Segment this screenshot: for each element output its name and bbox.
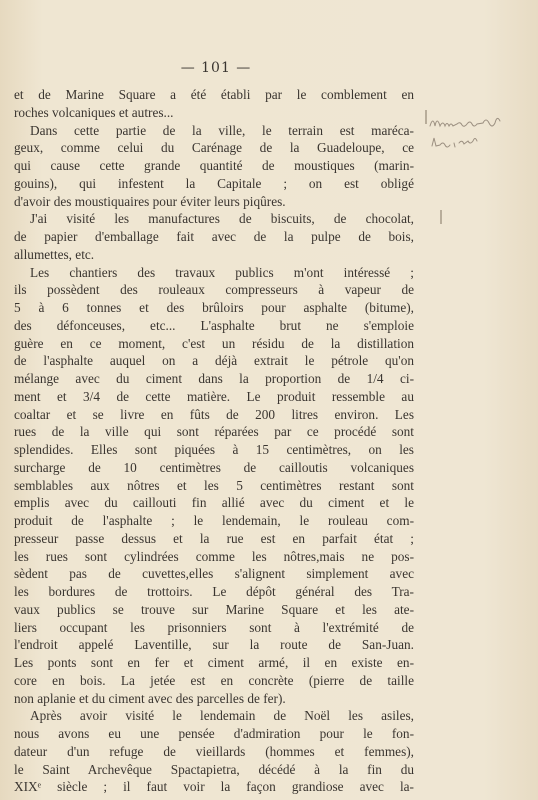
text-line: produit de l'asphalte ; le lendemain, le rouleau com- (14, 513, 414, 528)
text-line: allumettes, etc. (14, 246, 95, 262)
text-line: ils possèdent des rouleaux compresseurs à vapeur de (14, 282, 414, 298)
text-line: presseur passe dessus et la rue est en parfait état ; (14, 530, 414, 546)
text-line: les rues sont cylindrées comme les nôtres,mais ne pos- (14, 548, 414, 564)
text-line: des défonceuses, etc... L'asphalte brut ne s'emploie (14, 317, 414, 333)
text-line: vaux publics se trouve sur Marine Square et les ate- (14, 601, 414, 617)
text-line: les bordures de trottoirs. Le dépôt général des Tra- (14, 584, 414, 599)
text-line: surcharge de 10 centimètres de cailloutis volcaniques (14, 459, 414, 475)
handwriting-scribble (426, 112, 538, 172)
text-line: non aplanie et du ciment avec des parcelles de fer). (14, 690, 286, 706)
text-line: nous avons eu une pensée d'admiration pour le fon- (14, 726, 414, 741)
text-line: qui cause cette grande quantité de moustiques (marin- (14, 158, 414, 173)
text-line: Les chantiers des travaux publics m'ont intéressé ; (30, 264, 414, 280)
text-line: dateur d'un refuge de vieillards (hommes et femmes), (14, 743, 414, 759)
text-line: coaltar et se livre en fûts de 200 litres environ. Les (14, 406, 414, 422)
text-line: Dans cette partie de la ville, le terrain est maréca- (30, 122, 414, 138)
text-line: emplis avec du caillouti fin allié avec du ciment et le (14, 495, 414, 511)
text-line: et de Marine Square a été établi par le comblement en (14, 87, 414, 102)
text-line: semblables aux nôtres et les 5 centimètres restant sont (14, 477, 414, 493)
text-line: core en bois. La jetée est en concrète (pierre de taille (14, 672, 414, 688)
text-line: mélange avec du ciment dans la proportion de 1/4 ci- (14, 371, 414, 386)
text-line: de papier d'emballage fait avec de la pulpe de bois, (14, 229, 414, 244)
body-text (14, 86, 414, 796)
text-line: l'endroit appelé Laventille, sur la route de San-Juan. (14, 637, 414, 653)
margin-pencil-mark (425, 110, 427, 124)
text-line: d'avoir des moustiquaires pour éviter leurs piqûres. (14, 193, 286, 209)
text-line: sèdent pas de cuvettes,elles s'alignent simplement avec (14, 566, 414, 582)
text-line: roches volcaniques et autres... (14, 104, 174, 120)
handwritten-margin-note (426, 112, 538, 172)
text-line: le Saint Archevêque Spactapietra, décédé à la fin du (14, 761, 414, 777)
text-line: guère en ce moment, c'est un résidu de la distillation (14, 335, 414, 351)
text-line: geux, comme celui du Carénage de la Guadeloupe, ce (14, 140, 414, 156)
text-line: Après avoir visité le lendemain de Noël les asiles, (30, 708, 414, 724)
text-line: rues de la ville qui sont réparées par ce procédé sont (14, 424, 414, 440)
text-line: ment et 3/4 de cette matière. Le produit ressemble au (14, 388, 414, 404)
text-line: 5 à 6 tonnes et des brûloirs pour asphalte (bitume), (14, 300, 414, 315)
text-line: XIXᵉ siècle ; il faut voir la façon grandiose avec la- (14, 779, 414, 795)
text-line: de l'asphalte auquel on a déjà extrait le pétrole qu'on (14, 353, 414, 369)
text-line: Les ponts sont en fer et ciment armé, il en existe en- (14, 655, 414, 670)
text-line: J'ai visité les manufactures de biscuits, de chocolat, (30, 211, 414, 227)
text-line: gouins), qui infestent la Capitale ; on est obligé (14, 175, 414, 191)
page-number: — 101 — (180, 60, 252, 76)
text-line: splendides. Elles sont piquées à 15 centimètres, on les (14, 442, 414, 457)
margin-pencil-mark (440, 210, 442, 224)
text-line: liers occupant les prisonniers sont à l'extrémité de (14, 619, 414, 635)
